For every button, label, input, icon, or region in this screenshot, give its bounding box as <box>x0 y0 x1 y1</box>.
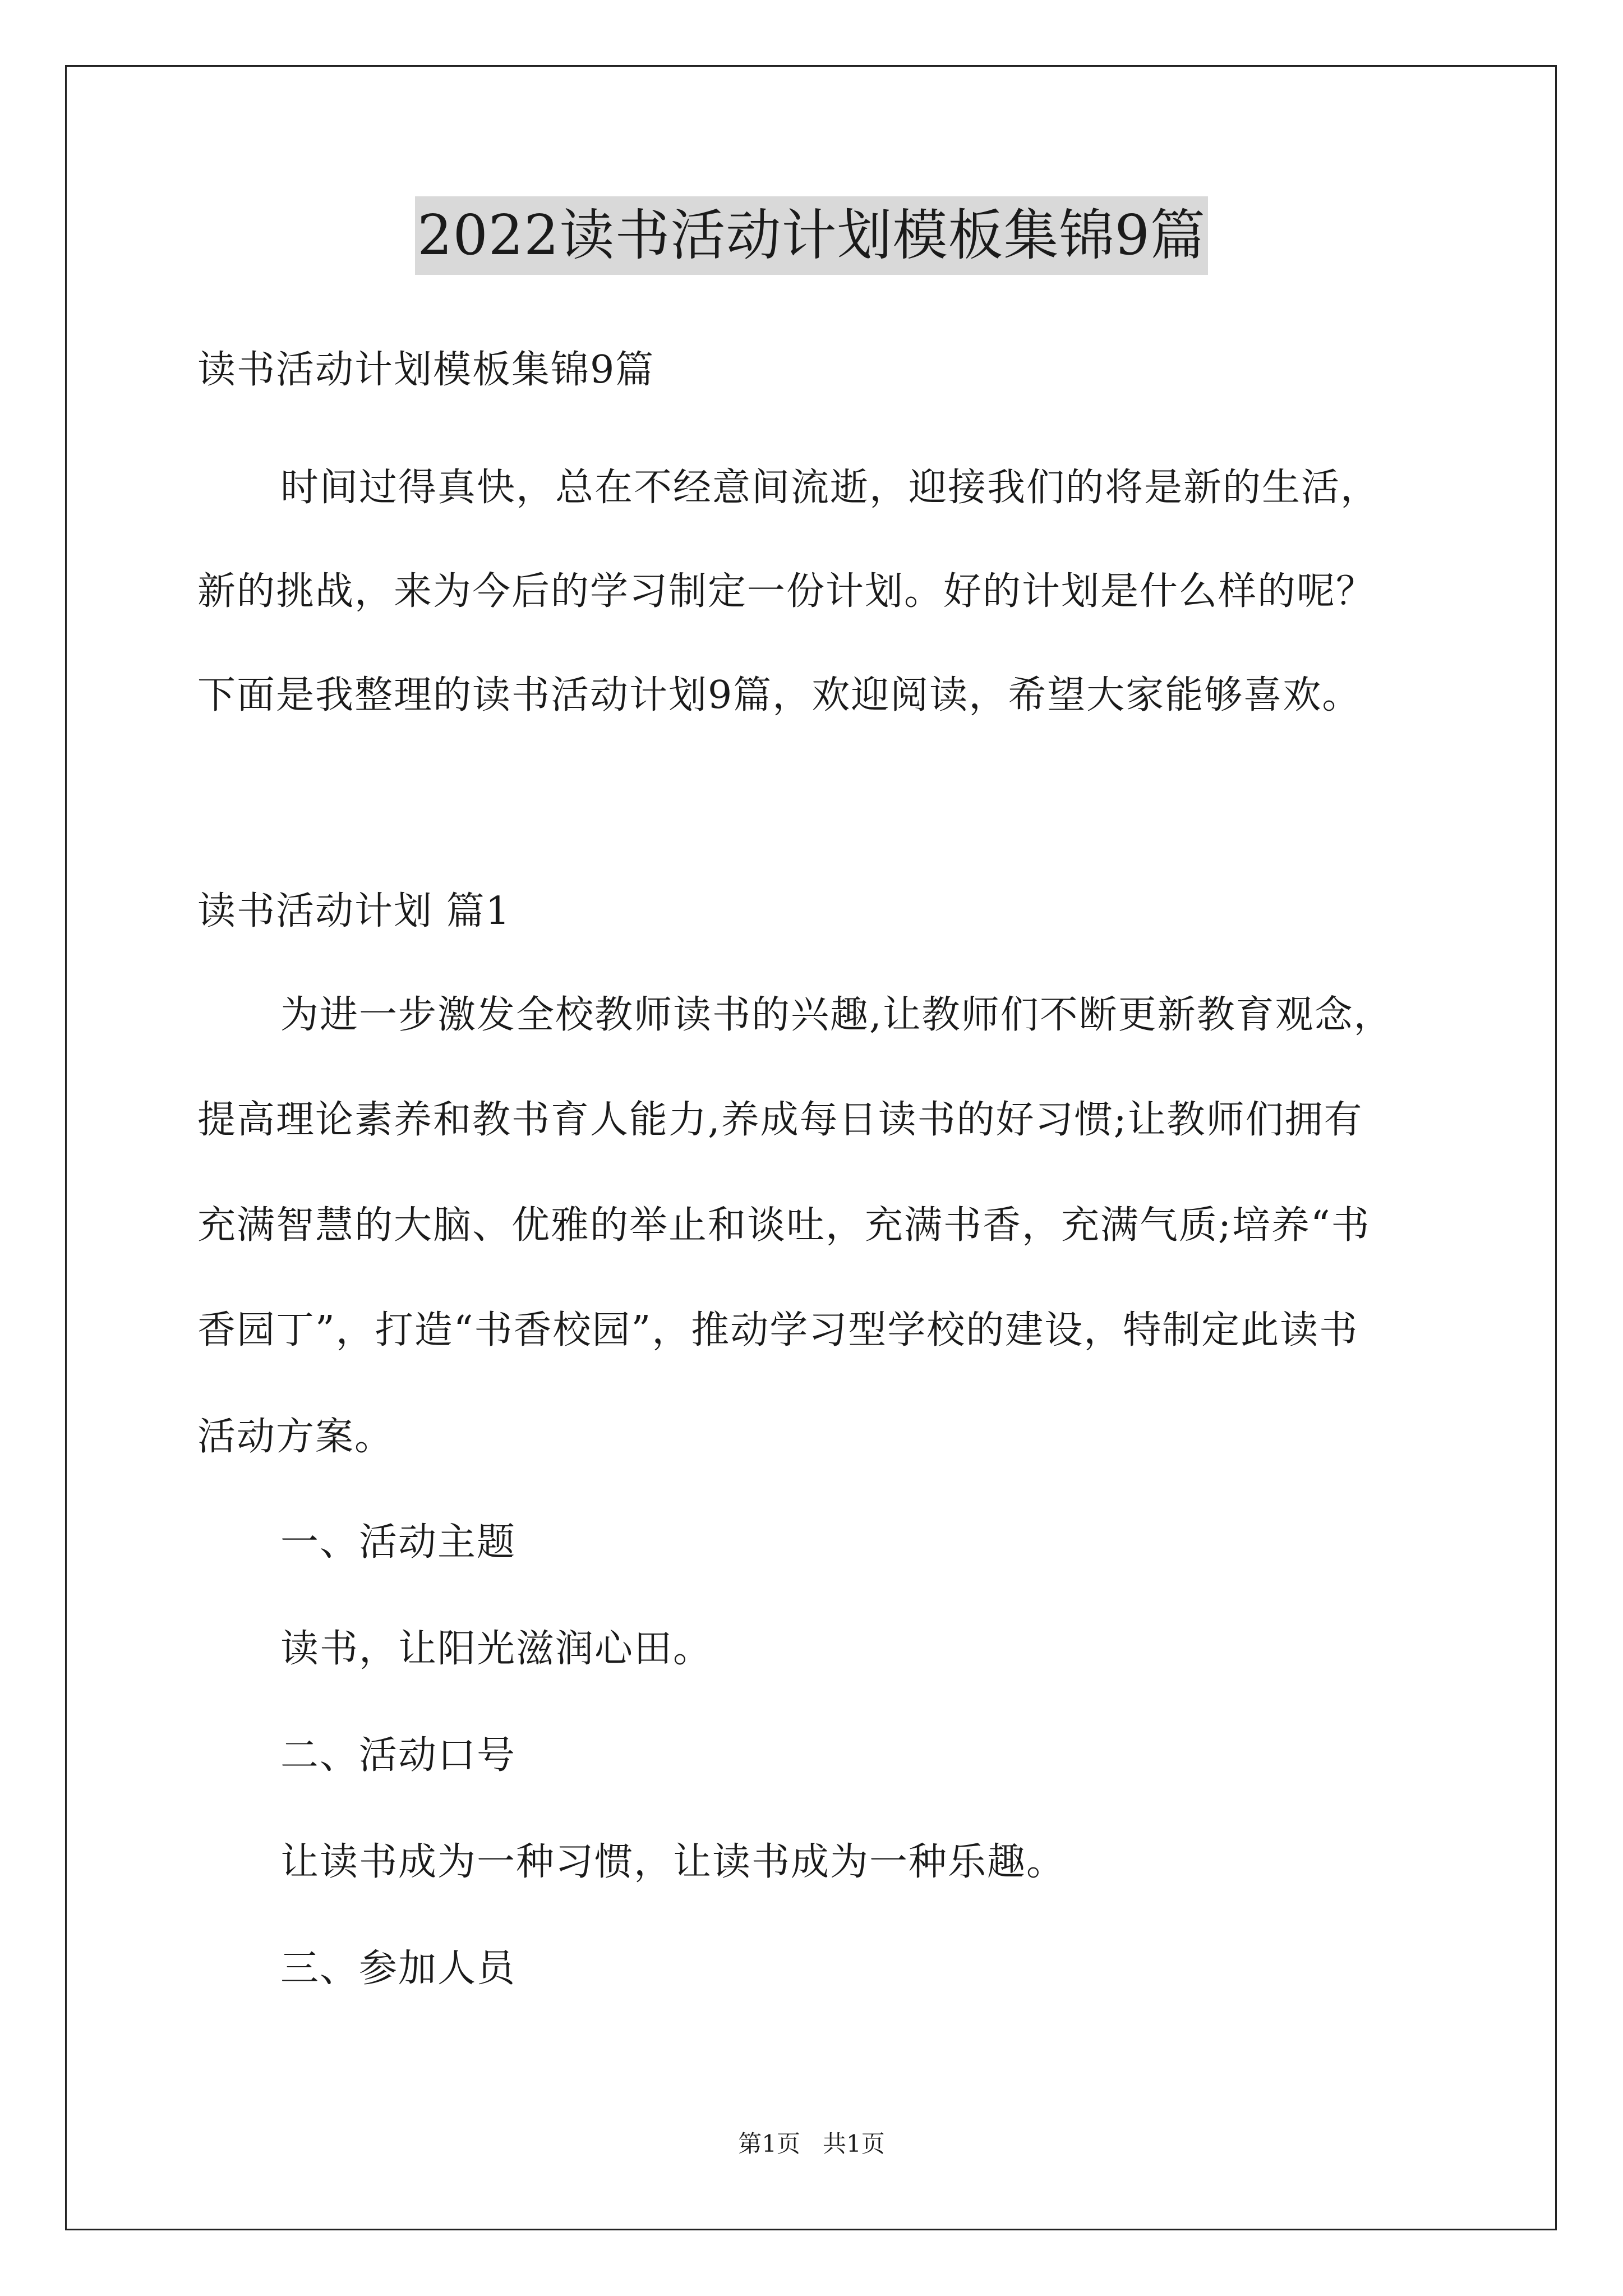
body-line-4: 香园丁”，打造“书香校园”，推动学习型学校的建设，特制定此读书 <box>197 1308 1359 1352</box>
section-heading-1: 读书活动计划 篇1 <box>197 889 511 933</box>
intro-line-1: 时间过得真快，总在不经意间流逝，迎接我们的将是新的生活， <box>280 466 1380 510</box>
intro-line-3: 下面是我整理的读书活动计划9篇，欢迎阅读，希望大家能够喜欢。 <box>197 673 1362 717</box>
body-line-3: 充满智慧的大脑、优雅的举止和谈吐，充满书香，充满气质;培养“书 <box>197 1203 1371 1248</box>
page-footer: 第1页 共1页 <box>738 2130 885 2157</box>
body-line-5: 活动方案。 <box>197 1415 394 1459</box>
subtitle-line: 读书活动计划模板集锦9篇 <box>197 348 655 392</box>
body-line-1: 为进一步激发全校教师读书的兴趣,让教师们不断更新教育观念， <box>280 993 1393 1037</box>
heading-slogan: 二、活动口号 <box>280 1733 517 1778</box>
theme-text: 读书，让阳光滋润心田。 <box>280 1627 713 1671</box>
intro-line-2: 新的挑战，来为今后的学习制定一份计划。好的计划是什么样的呢？ <box>197 569 1376 614</box>
heading-theme: 一、活动主题 <box>280 1520 517 1565</box>
body-line-2: 提高理论素养和教书育人能力,养成每日读书的好习惯;让教师们拥有 <box>197 1098 1363 1142</box>
title-container <box>0 196 1623 275</box>
slogan-text: 让读书成为一种习惯，让读书成为一种乐趣。 <box>280 1840 1066 1884</box>
heading-participants: 三、参加人员 <box>280 1947 517 1991</box>
document-title: 2022读书活动计划模板集锦9篇 <box>415 196 1208 275</box>
